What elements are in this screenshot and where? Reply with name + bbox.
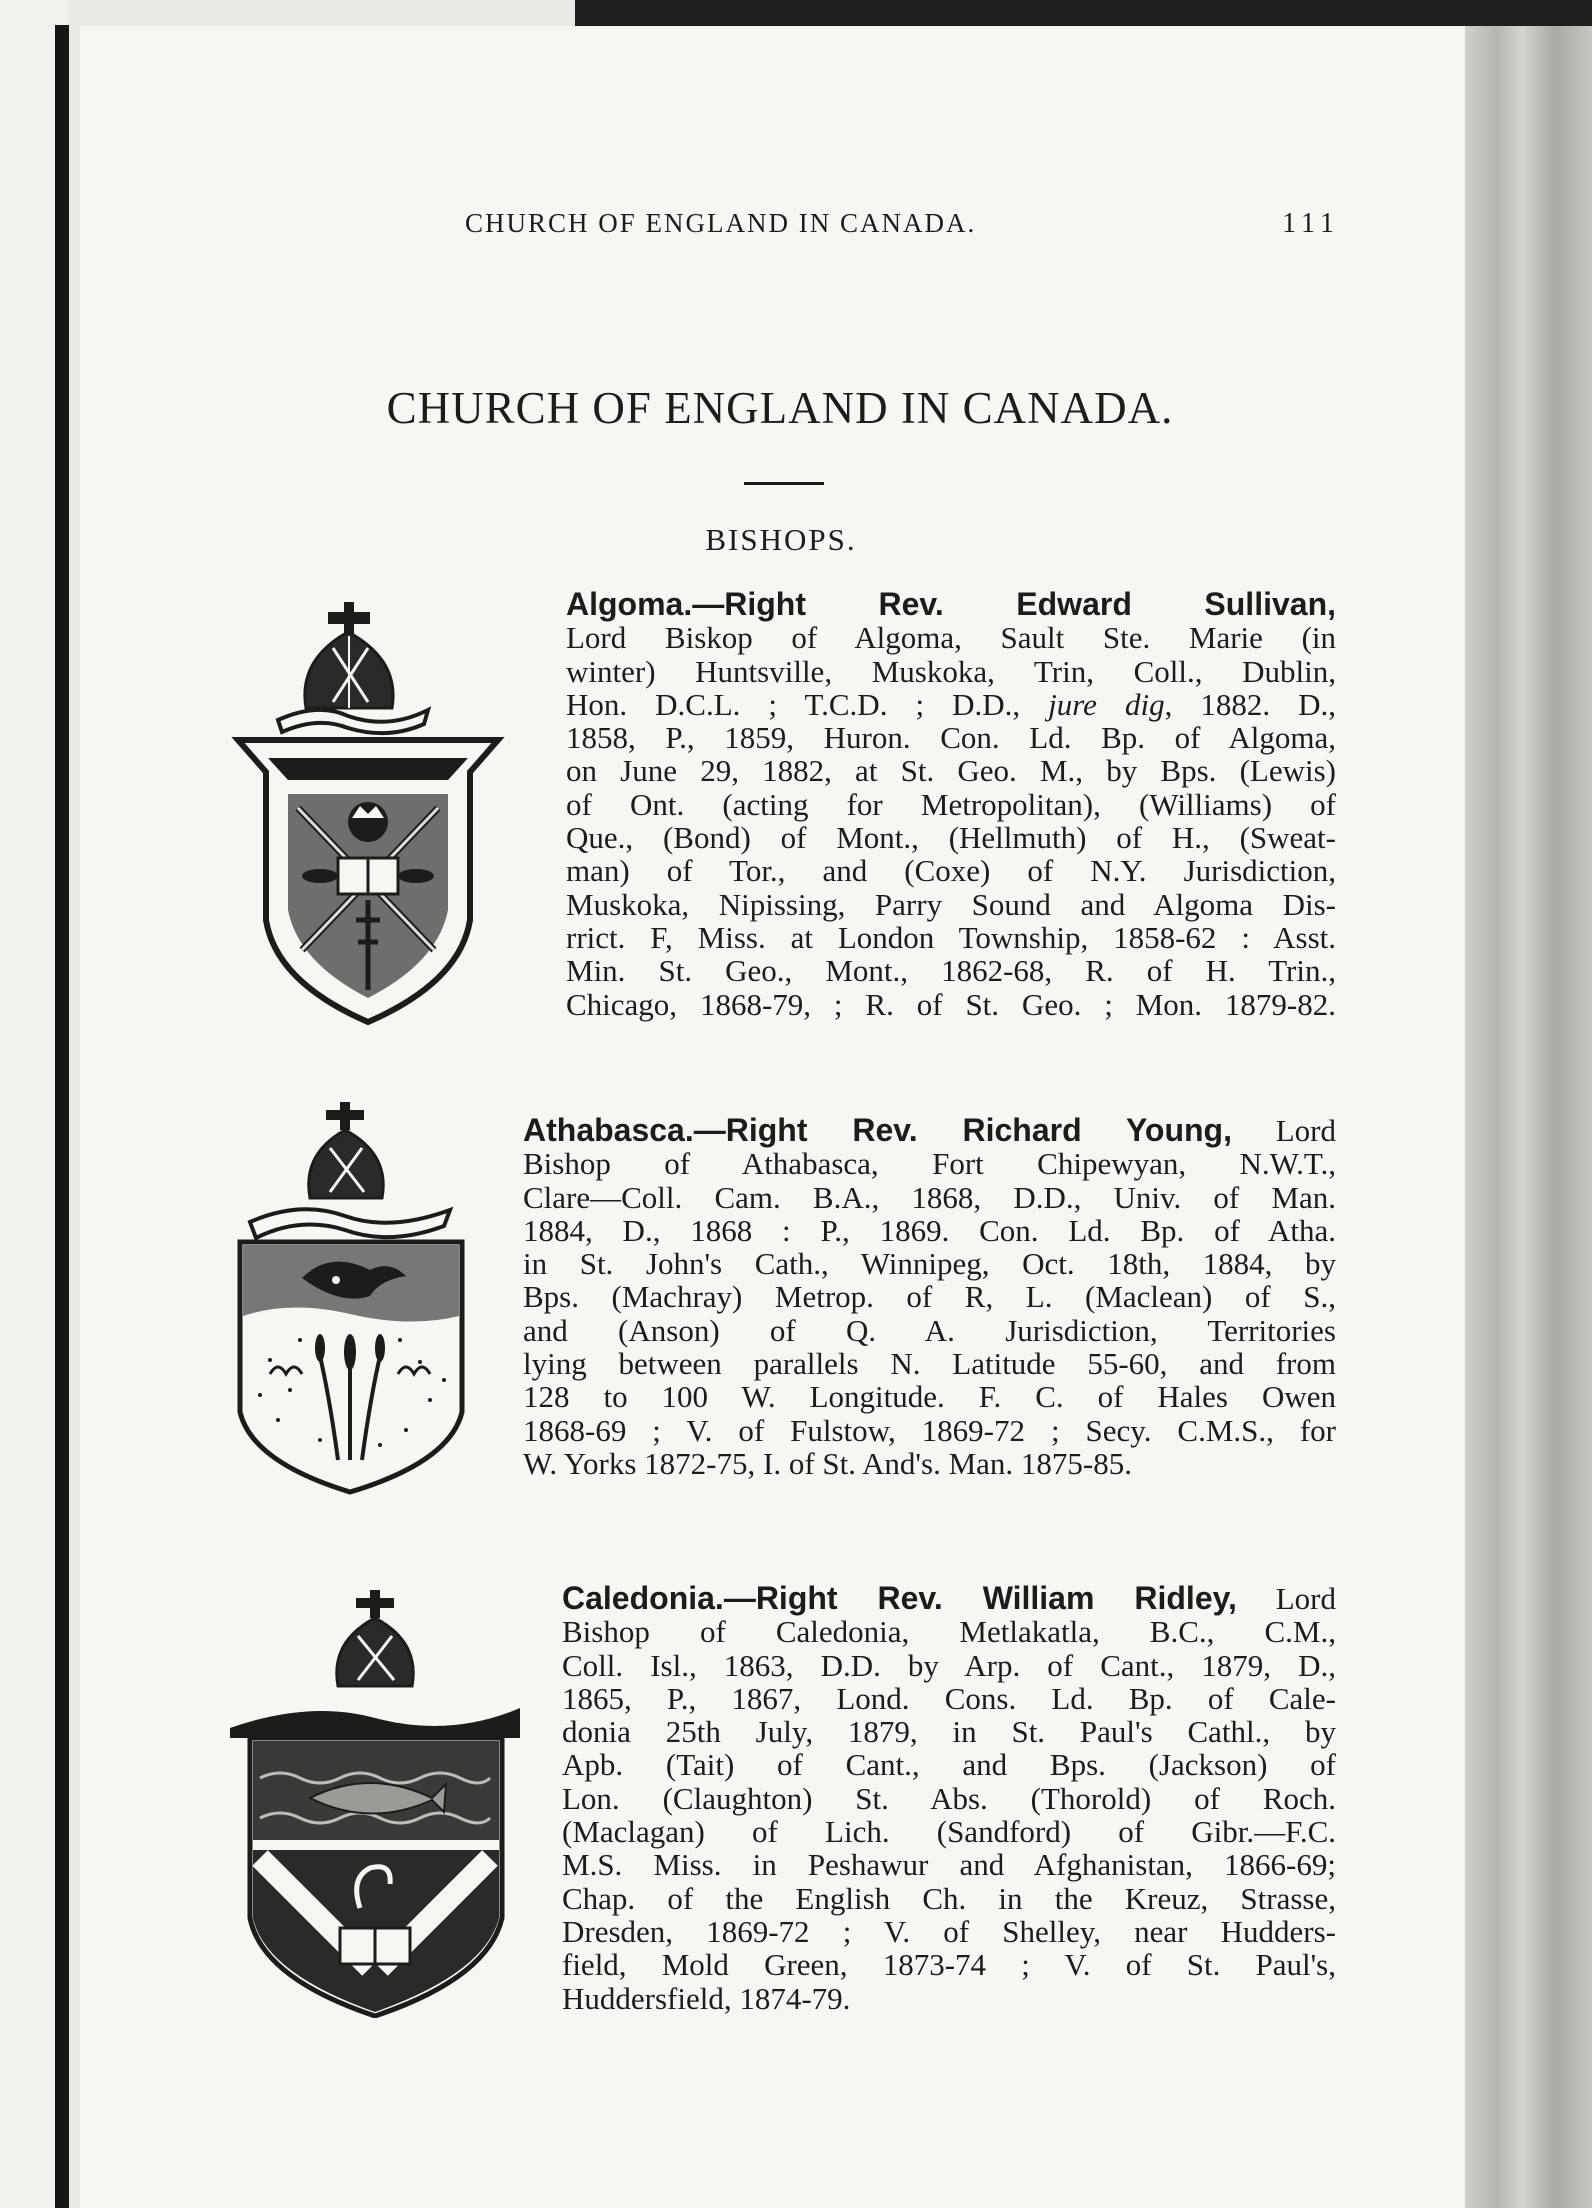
entry-line: donia 25th July, 1879, in St. Paul's Cathl., by: [562, 1714, 1336, 1750]
entry-line-italic: [566, 688, 1336, 721]
entry-heading: Caledonia.—Right Rev. William Ridley,: [562, 1580, 1237, 1616]
entry-line: Bishop of Athabasca, Fort Chipewyan, N.W.T.,: [523, 1146, 1336, 1182]
entry-line: Chicago, 1868-79, ; R. of St. Geo. ; Mon. 1879-82.: [566, 986, 1336, 1022]
entry-line: 1858, P., 1859, Huron. Con. Ld. Bp. of Algoma,: [566, 720, 1336, 756]
caledonia-coat-of-arms-icon: [220, 1588, 530, 2018]
page-title: CHURCH OF ENGLAND IN CANADA.: [386, 383, 1174, 433]
entry-line: Chap. of the English Ch. in the Kreuz, Strasse,: [562, 1880, 1336, 1916]
entry-line: in St. John's Cath., Winnipeg, Oct. 18th, 1884, by: [523, 1246, 1336, 1282]
entry-heading-tail: Lord: [1236, 1581, 1336, 1616]
entry-heading: Algoma.—Right Rev. Edward Sullivan,: [566, 586, 1336, 622]
entry-caledonia: [562, 1582, 1336, 2015]
entry-heading-line: [523, 1114, 1336, 1147]
entry-line: Que., (Bond) of Mont., (Hellmuth) of H., (Sweat-: [566, 820, 1336, 856]
entry-line: Huddersfield, 1874-79.: [562, 1980, 851, 2016]
scan-top-border: [575, 0, 1592, 26]
entry-line: winter) Huntsville, Muskoka, Trin, Coll., Dublin,: [566, 653, 1336, 689]
entry-line: Apb. (Tait) of Cant., and Bps. (Jackson) of: [562, 1747, 1336, 1783]
page-edges: [1465, 26, 1592, 2208]
entry-line: 1868-69 ; V. of Fulstow, 1869-72 ; Secy. C.M.S., for: [523, 1412, 1336, 1448]
entry-line: Clare—Coll. Cam. B.A., 1868, D.D., Univ. of Man.: [523, 1179, 1336, 1215]
entry-line-part: Hon. D.C.L. ; T.C.D. ; D.D.,: [566, 686, 1049, 722]
entry-line: (Maclagan) of Lich. (Sandford) of Gibr.—F.C.: [562, 1814, 1336, 1850]
entry-line: and (Anson) of Q. A. Jurisdiction, Territories: [523, 1312, 1336, 1348]
entry-algoma: [566, 588, 1336, 1021]
entry-line: Lord Biskop of Algoma, Sault Ste. Marie (in: [566, 620, 1336, 656]
section-heading: BISHOPS.: [705, 522, 857, 557]
entry-line: 128 to 100 W. Longitude. F. C. of Hales Owen: [523, 1379, 1336, 1415]
running-head: [465, 208, 1340, 248]
entry-line: lying between parallels N. Latitude 55-60, and from: [523, 1346, 1336, 1382]
entry-line: Dresden, 1869-72 ; V. of Shelley, near Hudders-: [562, 1913, 1336, 1949]
entry-heading: Athabasca.—Right Rev. Richard Young,: [523, 1112, 1232, 1148]
athabasca-coat-of-arms-icon: [230, 1100, 470, 1495]
entry-line: W. Yorks 1872-75, I. of St. And's. Man. 1875-85.: [523, 1445, 1132, 1481]
entry-line: field, Mold Green, 1873-74 ; V. of St. Paul's,: [562, 1947, 1336, 1983]
entry-line: on June 29, 1882, at St. Geo. M., by Bps. (Lewis): [566, 753, 1336, 789]
entry-line: Bishop of Caledonia, Metlakatla, B.C., C.M.,: [562, 1614, 1336, 1650]
entry-line: Min. St. Geo., Mont., 1862-68, R. of H. Trin.,: [566, 953, 1336, 989]
page-number: 111: [1282, 208, 1340, 239]
entry-line: man) of Tor., and (Coxe) of N.Y. Jurisdiction,: [566, 853, 1336, 889]
entry-line: 1865, P., 1867, Lond. Cons. Ld. Bp. of Cale-: [562, 1680, 1336, 1716]
book-gutter: [55, 25, 69, 2208]
entry-heading-line: [562, 1582, 1336, 1615]
entry-line: Lon. (Claughton) St. Abs. (Thorold) of Roch.: [562, 1780, 1336, 1816]
entry-line-part: , 1882. D.,: [1164, 686, 1337, 722]
italic-phrase: jure dig: [1048, 686, 1165, 722]
entry-line: rrict. F, Miss. at London Township, 1858-62 : Asst.: [566, 919, 1336, 955]
entry-line: Bps. (Machray) Metrop. of R, L. (Maclean) of S.,: [523, 1279, 1336, 1315]
algoma-coat-of-arms-icon: [228, 590, 508, 1030]
entry-athabasca: [523, 1114, 1336, 1480]
entry-line: Muskoka, Nipissing, Parry Sound and Algoma Dis-: [566, 886, 1336, 922]
title-rule: [744, 482, 824, 485]
entry-line: 1884, D., 1868 : P., 1869. Con. Ld. Bp. of Atha.: [523, 1212, 1336, 1248]
entry-line: Coll. Isl., 1863, D.D. by Arp. of Cant., 1879, D.,: [562, 1647, 1336, 1683]
entry-line: M.S. Miss. in Peshawur and Afghanistan, 1866-69;: [562, 1847, 1336, 1883]
running-head-title: CHURCH OF ENGLAND IN CANADA.: [465, 208, 977, 238]
entry-heading-tail: Lord: [1231, 1113, 1336, 1148]
entry-line: of Ont. (acting for Metropolitan), (Williams) of: [566, 786, 1336, 822]
